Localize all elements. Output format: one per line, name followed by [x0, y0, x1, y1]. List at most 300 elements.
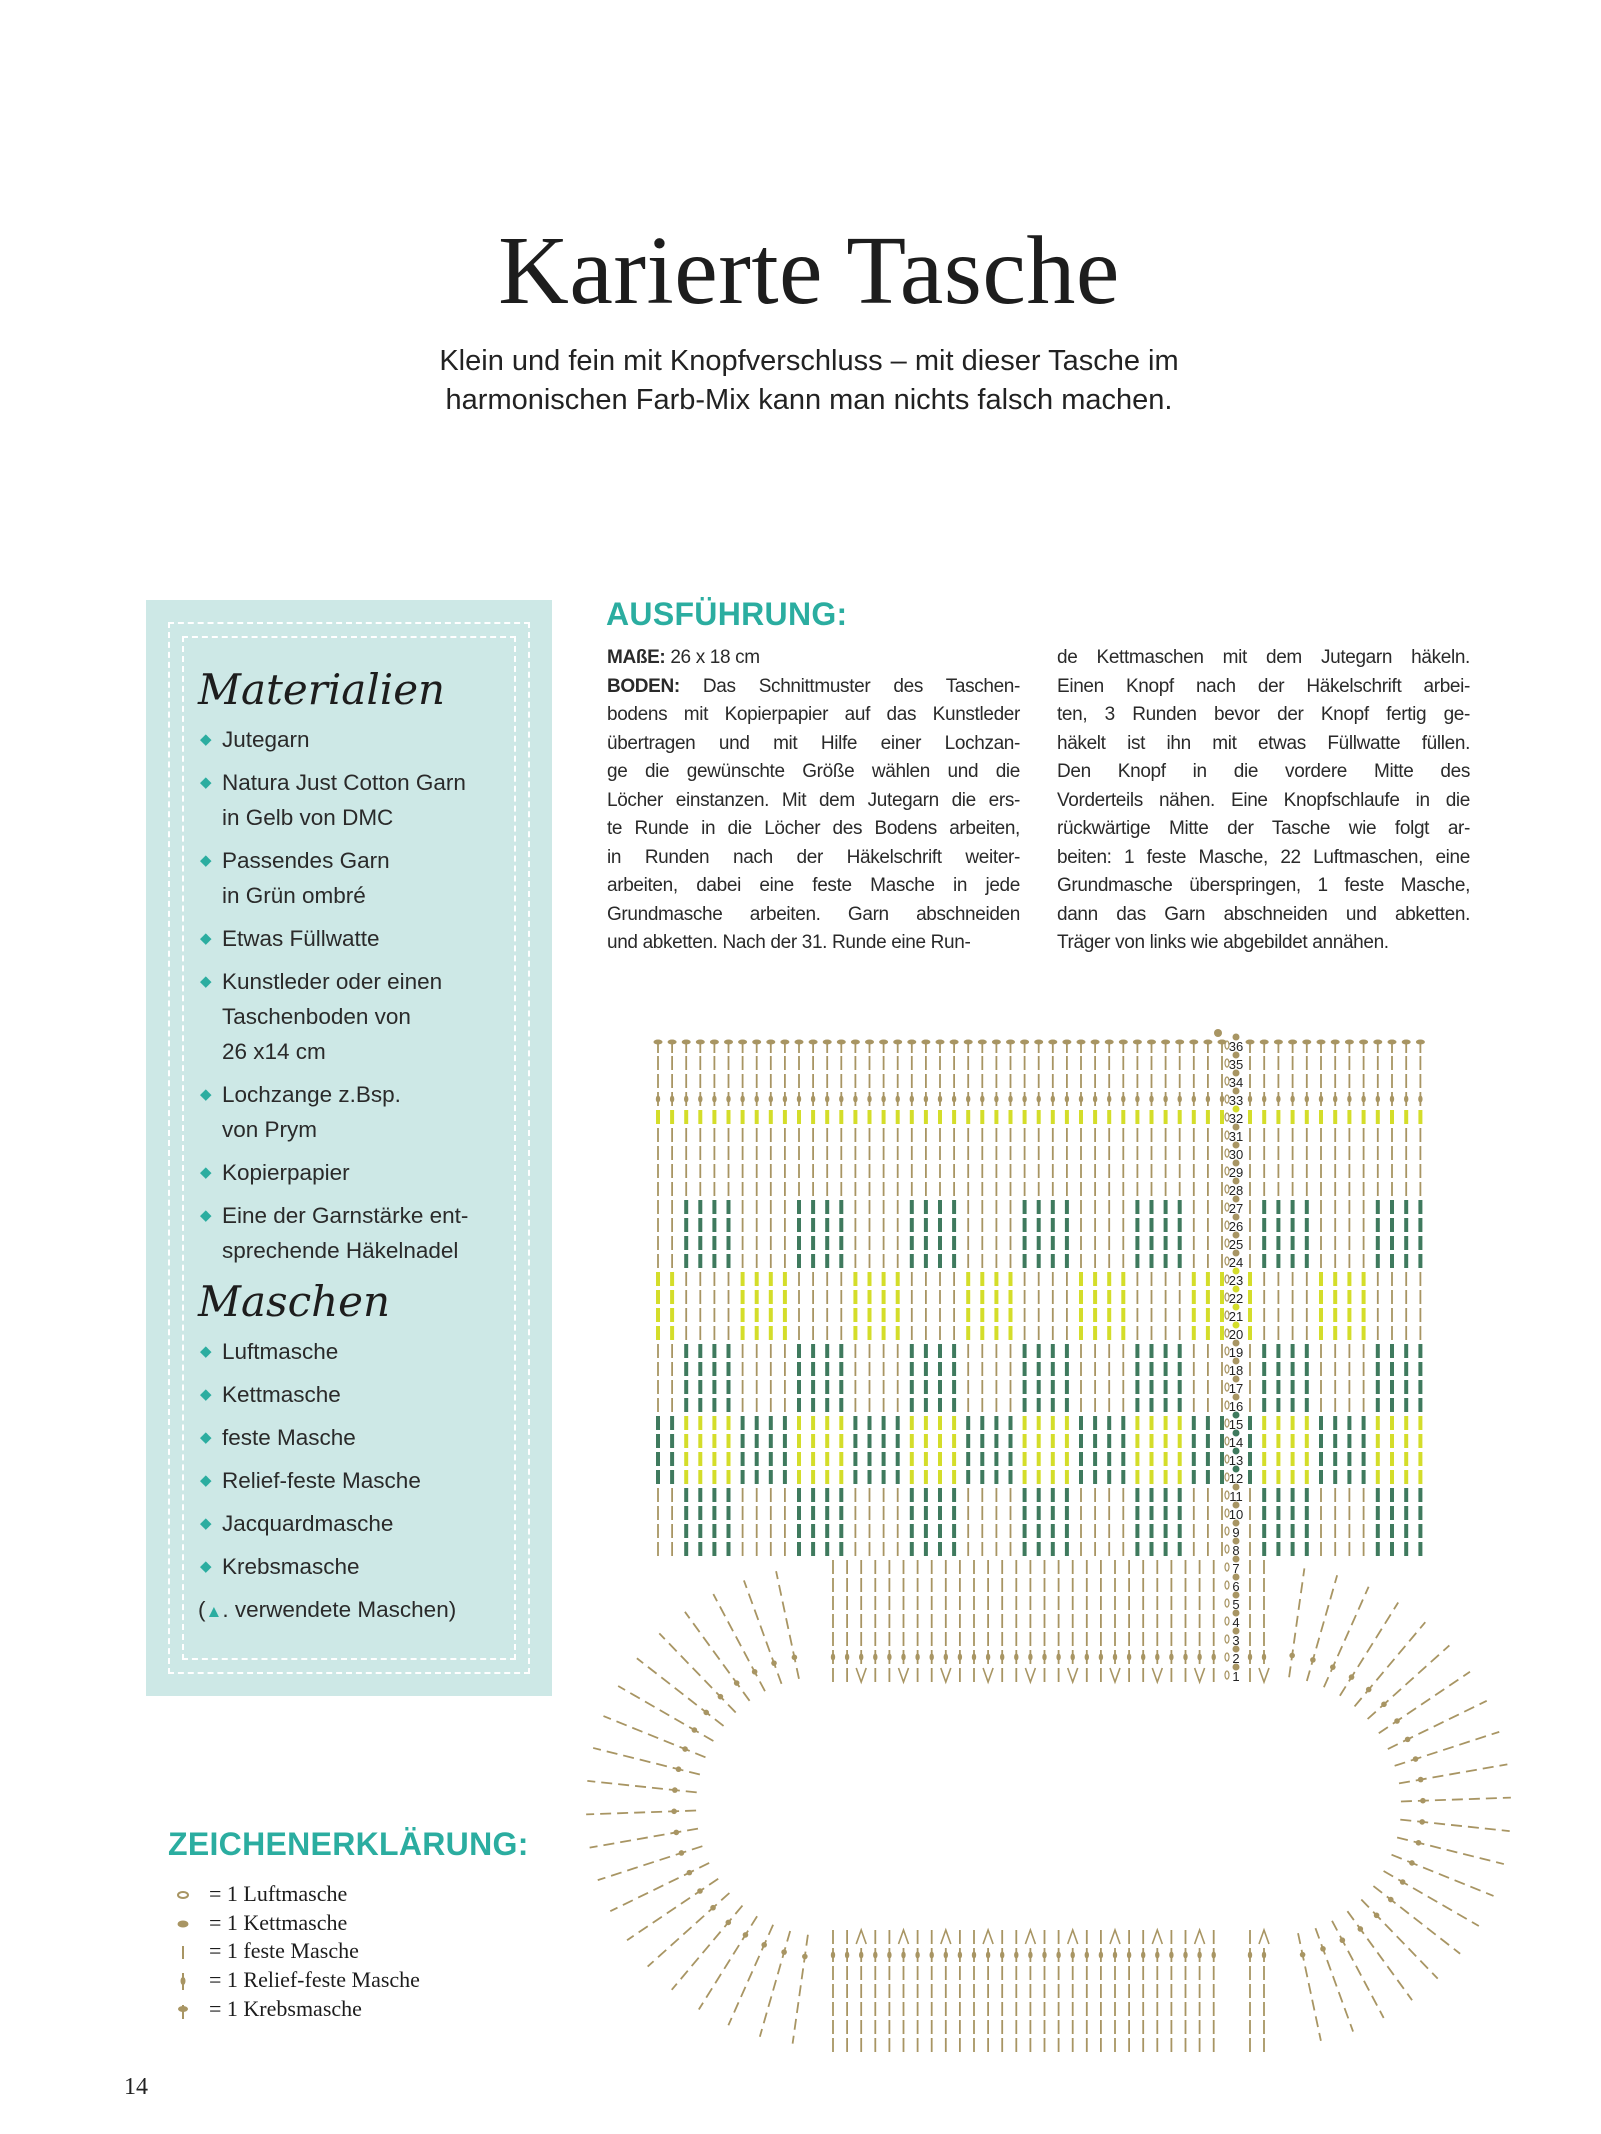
legend-label: = 1 Krebsmasche: [209, 1995, 362, 2021]
radial-stitch-line: [793, 1935, 808, 2044]
radial-stitch-line: [1340, 1602, 1398, 1695]
radial-stitch-line: [1332, 1921, 1384, 2018]
radial-stitch-line: [728, 1925, 773, 2025]
relief-stitch-knot: [743, 1932, 749, 1938]
relief-stitch-knot: [1149, 1096, 1153, 1103]
radial-stitch-line: [776, 1571, 799, 1679]
relief-stitch-knot: [873, 1654, 877, 1661]
crab-stitch-knot: [907, 1040, 916, 1045]
radial-stitch-line: [1392, 1855, 1494, 1896]
relief-stitch-knot: [1113, 1654, 1117, 1661]
page-number: 14: [124, 2074, 148, 2100]
chain-v-mark: [1025, 1668, 1035, 1682]
instruction-line: Einen Knopf nach der Häkelschrift arbei-: [1057, 675, 1470, 697]
relief-stitch-knot: [1051, 1096, 1055, 1103]
instruction-line: häkelt ist ihn mit etwas Füllwatte füllen.: [1057, 732, 1470, 754]
chain-v-mark: [941, 1668, 951, 1682]
material-item-text: Jutegarn: [222, 727, 310, 752]
radial-stitch-line: [587, 1781, 696, 1792]
relief-stitch-knot: [915, 1952, 919, 1959]
relief-stitch-knot: [725, 1920, 731, 1926]
relief-stitch-knot: [698, 1096, 702, 1103]
crab-stitch-knot: [809, 1040, 818, 1045]
slip-stitch-icon: [176, 1913, 196, 1933]
crab-stitch-knot: [1331, 1040, 1340, 1045]
chain-v-mark: [983, 1668, 993, 1682]
radial-stitch-line: [1289, 1568, 1304, 1677]
crab-stitch-knot: [851, 1040, 860, 1045]
relief-stitch-knot: [831, 1952, 835, 1959]
row-number: 29: [1228, 1165, 1244, 1180]
relief-stitch-knot: [1099, 1654, 1103, 1661]
relief-stitch-knot: [761, 1942, 767, 1948]
crab-stitch-knot: [1345, 1040, 1354, 1045]
row-number: 9: [1232, 1525, 1240, 1540]
row-number: 36: [1228, 1039, 1244, 1054]
crab-stitch-knot: [1048, 1040, 1057, 1045]
relief-stitch-knot: [676, 1766, 682, 1772]
radial-stitch-line: [713, 1594, 765, 1691]
radial-stitch-line: [1324, 1587, 1369, 1687]
relief-stitch-knot: [1014, 1654, 1018, 1661]
relief-stitch-knot: [1220, 1096, 1224, 1103]
row-number: 30: [1228, 1147, 1244, 1162]
row-number: 14: [1228, 1435, 1244, 1450]
crab-stitch-knot: [865, 1040, 874, 1045]
radial-stitch-line: [672, 1906, 743, 1990]
legend-label: = 1 feste Masche: [209, 1938, 359, 1964]
relief-stitch-knot: [1127, 1654, 1131, 1661]
stitch-item-text: Jacquardmasche: [222, 1511, 394, 1536]
crab-stitch-knot: [1119, 1040, 1128, 1045]
materials-heading: Materialien: [198, 665, 446, 714]
chain-stitch-icon: [176, 1884, 196, 1904]
crab-stitch-knot: [1062, 1040, 1071, 1045]
relief-stitch-knot: [1262, 1952, 1266, 1959]
relief-stitch-knot: [1079, 1096, 1083, 1103]
relief-stitch-knot: [752, 1669, 758, 1675]
relief-stitch-knot: [1042, 1654, 1046, 1661]
diamond-bullet-icon: ◆: [200, 1429, 212, 1446]
row-number: 22: [1228, 1291, 1244, 1306]
radial-stitch-line: [598, 1846, 703, 1880]
crab-stitch-knot: [668, 1040, 677, 1045]
crab-stitch-knot: [1388, 1040, 1397, 1045]
crab-stitch-knot: [978, 1040, 987, 1045]
relief-stitch-knot: [930, 1952, 934, 1959]
radial-stitch-line: [1373, 1886, 1460, 1954]
relief-stitch-knot: [671, 1809, 677, 1815]
crab-stitch-knot: [1077, 1040, 1086, 1045]
relief-stitch-knot: [1320, 1946, 1326, 1952]
relief-stitch-knot: [1361, 1096, 1365, 1103]
instruction-line: Den Knopf in die vordere Mitte des: [1057, 761, 1470, 782]
relief-stitch-knot: [1212, 1654, 1216, 1661]
crab-stitch-knot: [1203, 1040, 1212, 1045]
relief-stitch-knot: [1405, 1737, 1411, 1743]
relief-stitch-knot: [1388, 1897, 1394, 1903]
relief-stitch-knot: [825, 1096, 829, 1103]
instruction-line: dann das Garn abschneiden und abketten.: [1057, 903, 1470, 925]
relief-stitch-knot: [901, 1952, 905, 1959]
row-number: 7: [1232, 1561, 1240, 1576]
radial-stitch-line: [610, 1863, 709, 1911]
relief-stitch-knot: [901, 1654, 905, 1661]
relief-stitch-knot: [1113, 1952, 1117, 1959]
relief-stitch-knot: [1037, 1096, 1041, 1103]
relief-stitch-knot: [718, 1694, 724, 1700]
diamond-bullet-icon: ◆: [200, 1086, 212, 1103]
relief-stitch-knot: [1085, 1952, 1089, 1959]
relief-stitch-knot: [1155, 1654, 1159, 1661]
chain-v-mark: [1259, 1930, 1269, 1944]
chain-v-mark: [856, 1930, 866, 1944]
crab-stitch-knot: [738, 1040, 747, 1045]
relief-stitch-knot: [1376, 1096, 1380, 1103]
radial-stitch-line: [1368, 1645, 1450, 1719]
crab-stitch-knot: [1105, 1040, 1114, 1045]
crab-stitch-knot: [1161, 1040, 1170, 1045]
relief-stitch-knot: [1183, 1952, 1187, 1959]
row-number: 27: [1228, 1201, 1244, 1216]
relief-stitch-knot: [1169, 1952, 1173, 1959]
crab-stitch-knot: [1020, 1040, 1029, 1045]
relief-stitch-knot: [740, 1096, 744, 1103]
crab-stitch-knot: [1416, 1040, 1425, 1045]
crab-stitch-knot: [1034, 1040, 1043, 1045]
instruction-line: arbeiten, dabei eine feste Masche in jede: [607, 875, 1020, 896]
relief-stitch-knot: [1262, 1654, 1266, 1661]
relief-stitch-knot: [1340, 1937, 1346, 1943]
relief-stitch-knot: [1163, 1096, 1167, 1103]
chain-v-mark: [1068, 1668, 1078, 1682]
row-number: 28: [1228, 1183, 1244, 1198]
relief-stitch-knot: [1419, 1819, 1425, 1825]
crab-stitch-knot: [893, 1040, 902, 1045]
radial-stitch-line: [590, 1829, 698, 1848]
relief-stitch-knot: [1416, 1840, 1422, 1846]
chain-v-mark: [1068, 1930, 1078, 1944]
row-number: 4: [1232, 1615, 1240, 1630]
crab-stitch-knot: [950, 1040, 959, 1045]
stitch-item-text: Luftmasche: [222, 1339, 339, 1364]
relief-stitch-knot: [1071, 1654, 1075, 1661]
crab-stitch-knot: [752, 1040, 761, 1045]
radial-stitch-line: [1400, 1820, 1509, 1831]
subtitle-line: harmonischen Farb-Mix kann man nichts falsch machen.: [445, 384, 1173, 416]
relief-stitch-knot: [1418, 1096, 1422, 1103]
relief-stitch-knot: [1400, 1879, 1406, 1885]
relief-stitch-knot: [1056, 1654, 1060, 1661]
radial-stitch-line: [637, 1658, 724, 1726]
relief-stitch-knot: [769, 1096, 773, 1103]
chain-v-mark: [1110, 1930, 1120, 1944]
stitch-item-text: feste Masche: [222, 1425, 356, 1450]
relief-stitch-knot: [781, 1949, 787, 1955]
boden-text: Das Schnittmuster des Taschen-: [679, 675, 1020, 697]
relief-stitch-knot: [1404, 1096, 1408, 1103]
crab-stitch-knot: [766, 1040, 775, 1045]
relief-stitch-knot: [930, 1654, 934, 1661]
row-number: 8: [1232, 1543, 1240, 1558]
relief-stitch-knot: [674, 1830, 680, 1836]
chain-v-mark: [983, 1930, 993, 1944]
relief-stitch-knot: [938, 1096, 942, 1103]
relief-stitch-knot: [1248, 1952, 1252, 1959]
material-item-text: von Prym: [222, 1117, 318, 1142]
relief-stitch-knot: [1099, 1952, 1103, 1959]
triangle-icon: ▲: [205, 1602, 223, 1621]
relief-stitch-knot: [944, 1952, 948, 1959]
note-text: . verwendete Maschen): [222, 1597, 457, 1622]
relief-stitch-knot: [958, 1654, 962, 1661]
crab-stitch-knot: [879, 1040, 888, 1045]
relief-stitch-knot: [1347, 1096, 1351, 1103]
relief-stitch-knot: [1107, 1096, 1111, 1103]
instruction-line: bodens mit Kopierpapier auf das Kunstleder: [607, 704, 1020, 725]
radial-stitch-line: [1397, 1837, 1504, 1864]
crab-stitch-knot: [823, 1040, 832, 1045]
crab-stitch-knot: [682, 1040, 691, 1045]
crab-stitch-knot: [1317, 1040, 1326, 1045]
legend-item: [176, 1880, 420, 1909]
radial-stitch-line: [1355, 1622, 1426, 1706]
crab-stitch-knot: [1373, 1040, 1382, 1045]
row-number: 19: [1228, 1345, 1244, 1360]
radial-stitch-line: [627, 1879, 718, 1941]
material-item-text: Natura Just Cotton Garn: [222, 770, 466, 795]
diamond-bullet-icon: ◆: [200, 1164, 212, 1181]
relief-stitch-knot: [687, 1870, 693, 1876]
crab-stitch-knot: [1359, 1040, 1368, 1045]
crab-stitch-knot: [724, 1040, 733, 1045]
relief-stitch-knot: [873, 1952, 877, 1959]
crab-stitch-knot: [921, 1040, 930, 1045]
material-item-text: Taschenboden von: [222, 1004, 411, 1029]
crab-stitch-knot: [1402, 1040, 1411, 1045]
instruction-line: Vorderteils nähen. Eine Knopfschlaufe in die: [1057, 789, 1470, 811]
legend-heading: ZEICHENERKLÄRUNG:: [168, 1826, 529, 1862]
relief-stitch-knot: [1420, 1798, 1426, 1804]
chain-stitch-mark: [1225, 1617, 1229, 1625]
instruction-line: übertragen und mit Hilfe einer Lochzan-: [607, 732, 1020, 754]
crab-stitch-knot: [780, 1040, 789, 1045]
relief-stitch-knot: [881, 1096, 885, 1103]
relief-stitch-knot: [966, 1096, 970, 1103]
relief-stitch-knot: [1183, 1654, 1187, 1661]
relief-stitch-knot: [944, 1654, 948, 1661]
row-number: 2: [1232, 1651, 1240, 1666]
relief-stitch-knot: [1028, 1952, 1032, 1959]
row-number: 10: [1228, 1507, 1244, 1522]
relief-stitch-knot: [1418, 1777, 1424, 1783]
relief-stitch-knot: [692, 1727, 698, 1733]
instruction-line: rückwärtige Mitte der Tasche wie folgt ar-: [1057, 818, 1470, 839]
legend-label: = 1 Kettmasche: [209, 1909, 348, 1935]
row-number: 32: [1228, 1111, 1244, 1126]
relief-stitch-knot: [1042, 1952, 1046, 1959]
relief-stitch-knot: [1349, 1674, 1355, 1680]
row-number: 5: [1232, 1597, 1240, 1612]
chain-v-mark: [1110, 1668, 1120, 1682]
row-number: 20: [1228, 1327, 1244, 1342]
relief-stitch-knot: [887, 1952, 891, 1959]
chain-stitch-mark: [1225, 1671, 1229, 1679]
relief-stitch-knot: [1374, 1913, 1380, 1919]
instruction-line: Grundmasche überspringen, 1 feste Masche,: [1057, 875, 1470, 896]
chain-stitch-mark: [1225, 1545, 1229, 1553]
slip-stitch-mark: [1214, 1029, 1222, 1037]
relief-stitch-knot: [697, 1888, 703, 1894]
row-number: 6: [1232, 1579, 1240, 1594]
relief-stitch-knot: [958, 1952, 962, 1959]
chain-v-mark: [1259, 1668, 1269, 1682]
legend-label: = 1 Luftmasche: [209, 1881, 348, 1906]
radial-stitch-line: [603, 1716, 705, 1757]
relief-stitch-knot: [986, 1654, 990, 1661]
material-item-text: Etwas Füllwatte: [222, 926, 380, 951]
relief-stitch-knot: [1008, 1096, 1012, 1103]
relief-stitch-knot: [1300, 1952, 1306, 1958]
crab-stitch-knot: [795, 1040, 804, 1045]
row-number: 24: [1228, 1255, 1244, 1270]
radial-stitch-line: [659, 1633, 735, 1712]
radial-stitch-line: [1384, 1871, 1479, 1926]
crab-stitch-knot: [837, 1040, 846, 1045]
relief-stitch-knot: [1262, 1096, 1266, 1103]
relief-stitch-knot: [797, 1096, 801, 1103]
radial-stitch-line: [1401, 1798, 1511, 1802]
diamond-bullet-icon: ◆: [200, 1515, 212, 1532]
relief-stitch-knot: [1248, 1654, 1252, 1661]
relief-stitch-knot: [1394, 1718, 1400, 1724]
relief-stitch-knot: [1289, 1653, 1295, 1659]
chain-v-mark: [1025, 1930, 1035, 1944]
crab-stitch-knot: [710, 1040, 719, 1045]
relief-stitch-knot: [1310, 1657, 1316, 1663]
relief-stitch-knot: [682, 1746, 688, 1752]
radial-stitch-line: [648, 1893, 730, 1967]
row-number: 3: [1232, 1633, 1240, 1648]
relief-stitch-knot: [1192, 1096, 1196, 1103]
relief-stitch-knot: [1366, 1687, 1372, 1693]
radial-stitch-line: [1395, 1732, 1500, 1766]
relief-stitch-knot: [1022, 1096, 1026, 1103]
radial-stitch-line: [1388, 1701, 1487, 1749]
legend-item: [176, 1966, 420, 1995]
relief-stitch-knot: [1212, 1952, 1216, 1959]
legend-item: [176, 1995, 420, 2024]
radial-stitch-line: [1315, 1928, 1353, 2031]
crab-stitch-knot: [1274, 1040, 1283, 1045]
row-number: 23: [1228, 1273, 1244, 1288]
relief-stitch-knot: [1071, 1952, 1075, 1959]
row-number: 15: [1228, 1417, 1244, 1432]
row-number: 26: [1228, 1219, 1244, 1234]
relief-stitch-knot: [1000, 1952, 1004, 1959]
relief-stitch-knot: [712, 1096, 716, 1103]
relief-stitch-knot: [802, 1954, 808, 1960]
relief-stitch-knot: [915, 1654, 919, 1661]
relief-stitch-knot: [1305, 1096, 1309, 1103]
relief-stitch-knot: [896, 1096, 900, 1103]
crab-stitch-knot: [1302, 1040, 1311, 1045]
crab-stitch-knot: [1189, 1040, 1198, 1045]
row-number: 34: [1228, 1075, 1244, 1090]
relief-stitch-knot: [1290, 1096, 1294, 1103]
relief-stitch-knot: [670, 1096, 674, 1103]
relief-stitch-knot: [972, 1952, 976, 1959]
chain-stitch-mark: [1225, 1581, 1229, 1589]
relief-stitch-knot: [1206, 1096, 1210, 1103]
relief-stitch-knot: [887, 1654, 891, 1661]
relief-stitch-knot: [1390, 1096, 1394, 1103]
crab-stitch-knot: [1260, 1040, 1269, 1045]
material-item-text: Kopierpapier: [222, 1160, 350, 1185]
relief-stitch-knot: [845, 1654, 849, 1661]
chain-stitch-mark: [1225, 1635, 1229, 1643]
diamond-bullet-icon: ◆: [200, 731, 212, 748]
relief-stitch-knot: [831, 1654, 835, 1661]
radial-stitch-line: [1399, 1764, 1507, 1783]
crab-stitch-knot: [654, 1040, 663, 1045]
chain-v-mark: [899, 1668, 909, 1682]
relief-stitch-knot: [853, 1096, 857, 1103]
relief-stitch-knot: [710, 1905, 716, 1911]
relief-stitch-knot: [1330, 1664, 1336, 1670]
relief-stitch-knot: [734, 1680, 740, 1686]
relief-stitch-knot: [1141, 1952, 1145, 1959]
relief-stitch-knot: [859, 1952, 863, 1959]
row-number: 11: [1229, 1489, 1243, 1504]
single-crochet-icon: [176, 1941, 196, 1961]
crab-stitch-knot: [1133, 1040, 1142, 1045]
relief-stitch-knot: [1135, 1096, 1139, 1103]
instruction-line: ge die gewünschte Größe wählen und die: [607, 761, 1020, 782]
material-item-text: Lochzange z.Bsp.: [222, 1082, 401, 1107]
relief-stitch-knot: [867, 1096, 871, 1103]
radial-stitch-line: [1379, 1672, 1470, 1734]
diamond-bullet-icon: ◆: [200, 1558, 212, 1575]
instruction-line: beiten: 1 feste Masche, 22 Luftmaschen, eine: [1057, 846, 1470, 868]
size-label: MAßE:: [607, 647, 666, 668]
chain-stitch-mark: [1225, 1653, 1229, 1661]
material-item-text: in Grün ombré: [222, 883, 366, 908]
relief-stitch-knot: [1319, 1096, 1323, 1103]
relief-stitch-knot: [845, 1952, 849, 1959]
relief-stitch-knot: [1014, 1952, 1018, 1959]
material-item-text: 26 x14 cm: [222, 1039, 326, 1064]
relief-stitch-knot: [1276, 1096, 1280, 1103]
radial-stitch-line: [685, 1612, 750, 1701]
relief-single-crochet-icon: [176, 1970, 196, 1992]
crab-stitch-knot: [1091, 1040, 1100, 1045]
relief-stitch-knot: [1141, 1654, 1145, 1661]
subtitle-line: Klein und fein mit Knopfverschluss – mit dieser Tasche im: [439, 345, 1179, 377]
relief-stitch-knot: [1056, 1952, 1060, 1959]
instruction-line: Träger von links wie abgebildet annähen.: [1057, 932, 1389, 953]
relief-stitch-knot: [1065, 1096, 1069, 1103]
diamond-bullet-icon: ◆: [200, 1386, 212, 1403]
instruction-line: de Kettmaschen mit dem Jutegarn häkeln.: [1057, 647, 1470, 668]
relief-stitch-knot: [726, 1096, 730, 1103]
radial-stitch-line: [1361, 1900, 1437, 1979]
diamond-bullet-icon: ◆: [200, 774, 212, 791]
instruction-line: und abketten. Nach der 31. Runde eine Run-: [607, 932, 971, 953]
material-item-text: in Gelb von DMC: [222, 805, 394, 830]
relief-stitch-knot: [771, 1660, 777, 1666]
relief-stitch-knot: [859, 1654, 863, 1661]
